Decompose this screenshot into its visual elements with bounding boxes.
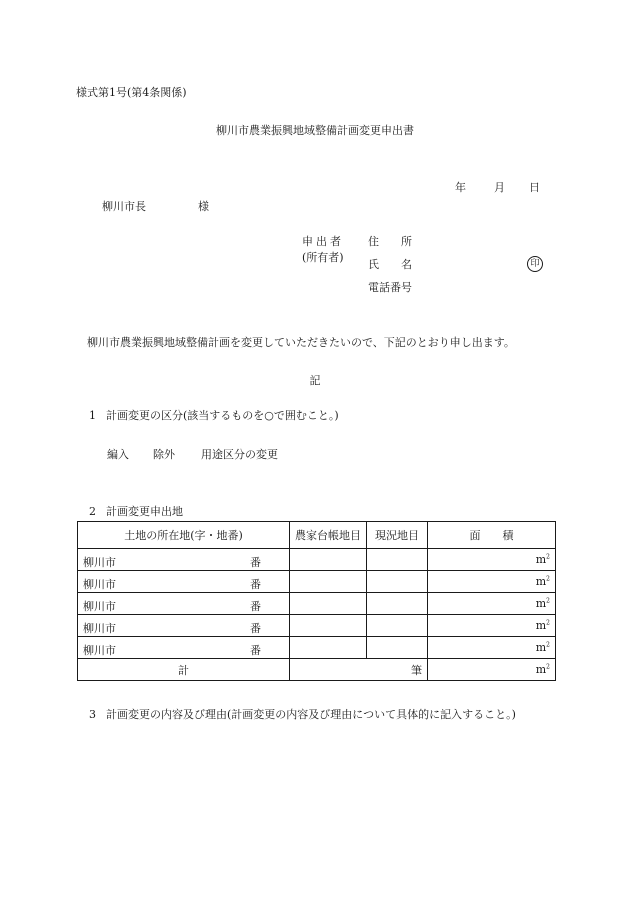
request-statement: 柳川市農業振興地域整備計画を変更していただきたいので、下記のとおり申し出ます。 [87,336,515,349]
name-label-second: 名 [401,258,412,271]
section-1-number: 1 [89,409,96,422]
area-unit: $m^2$ [535,553,550,566]
city-name: 柳川市 [83,578,116,591]
section-1-heading [89,410,339,421]
area-unit: $m^2$ [535,663,550,676]
document-title: 柳川市農業振興地域整備計画変更申出書 [216,124,414,137]
ledger-category-cell [290,637,367,659]
section-3-number: 3 [89,708,96,721]
addressee-honorific: 様 [198,200,209,213]
header-ledger-category: 農家台帳地目 [290,522,367,549]
table-row [78,571,556,593]
area-unit: $m^2$ [535,619,550,632]
location-cell [78,549,290,571]
ban-label: 番 [250,622,261,635]
name-label-first: 氏 [368,258,379,271]
table-row [78,637,556,659]
land-table [77,521,556,681]
ban-label: 番 [250,600,261,613]
current-category-cell [367,571,428,593]
ledger-category-cell [290,571,367,593]
area-cell [428,637,556,659]
location-cell [78,571,290,593]
section-2-heading [89,506,183,517]
current-category-cell [367,593,428,615]
current-category-cell [367,615,428,637]
date-year-label: 年 [455,181,466,194]
table-row [78,593,556,615]
location-cell [78,637,290,659]
applicant-sub-label: (所有者) [302,251,344,264]
current-category-cell [367,549,428,571]
section-2-title: 計画変更申出地 [106,505,183,518]
address-label-first: 住 [368,235,379,248]
option-jogai: 除外 [153,448,175,461]
form-number: 様式第1号(第4条関係) [76,86,187,99]
city-name: 柳川市 [83,644,116,657]
option-youto-change: 用途区分の変更 [201,448,278,461]
city-name: 柳川市 [83,556,116,569]
area-cell [428,571,556,593]
header-location: 土地の所在地(字・地番) [78,522,290,549]
city-name: 柳川市 [83,622,116,635]
current-category-cell [367,637,428,659]
header-area: 面 積 [428,522,556,549]
table-row [78,615,556,637]
ledger-category-cell [290,615,367,637]
ledger-category-cell [290,549,367,571]
seal-icon: 印 [527,256,543,272]
phone-label: 電話番号 [368,281,412,294]
ban-label: 番 [250,578,261,591]
area-unit: $m^2$ [535,575,550,588]
total-area-cell [428,659,556,681]
area-cell [428,549,556,571]
ban-label: 番 [250,556,261,569]
area-cell [428,593,556,615]
table-header-row [78,522,556,549]
total-label: 計 [78,659,290,681]
date-day-label: 日 [529,181,540,194]
total-row [78,659,556,681]
location-cell [78,593,290,615]
section-1-title: 計画変更の区分(該当するものを○で囲むこと。) [106,409,339,422]
ki-heading: 記 [309,374,321,387]
ban-label: 番 [250,644,261,657]
area-unit: $m^2$ [535,641,550,654]
section-3-heading [89,709,516,720]
applicant-label: 申出者 [302,235,344,248]
address-label-second: 所 [401,235,412,248]
table-row [78,549,556,571]
area-cell [428,615,556,637]
area-unit: $m^2$ [535,597,550,610]
fude-count-cell: 筆 [290,659,428,681]
header-current-category: 現況地目 [367,522,428,549]
date-month-label: 月 [494,181,505,194]
addressee-name: 柳川市長 [102,200,146,213]
location-cell [78,615,290,637]
section-2-number: 2 [89,505,96,518]
ledger-category-cell [290,593,367,615]
section-3-title: 計画変更の内容及び理由(計画変更の内容及び理由について具体的に記入すること。) [106,708,516,721]
city-name: 柳川市 [83,600,116,613]
option-hennyu: 編入 [107,448,129,461]
